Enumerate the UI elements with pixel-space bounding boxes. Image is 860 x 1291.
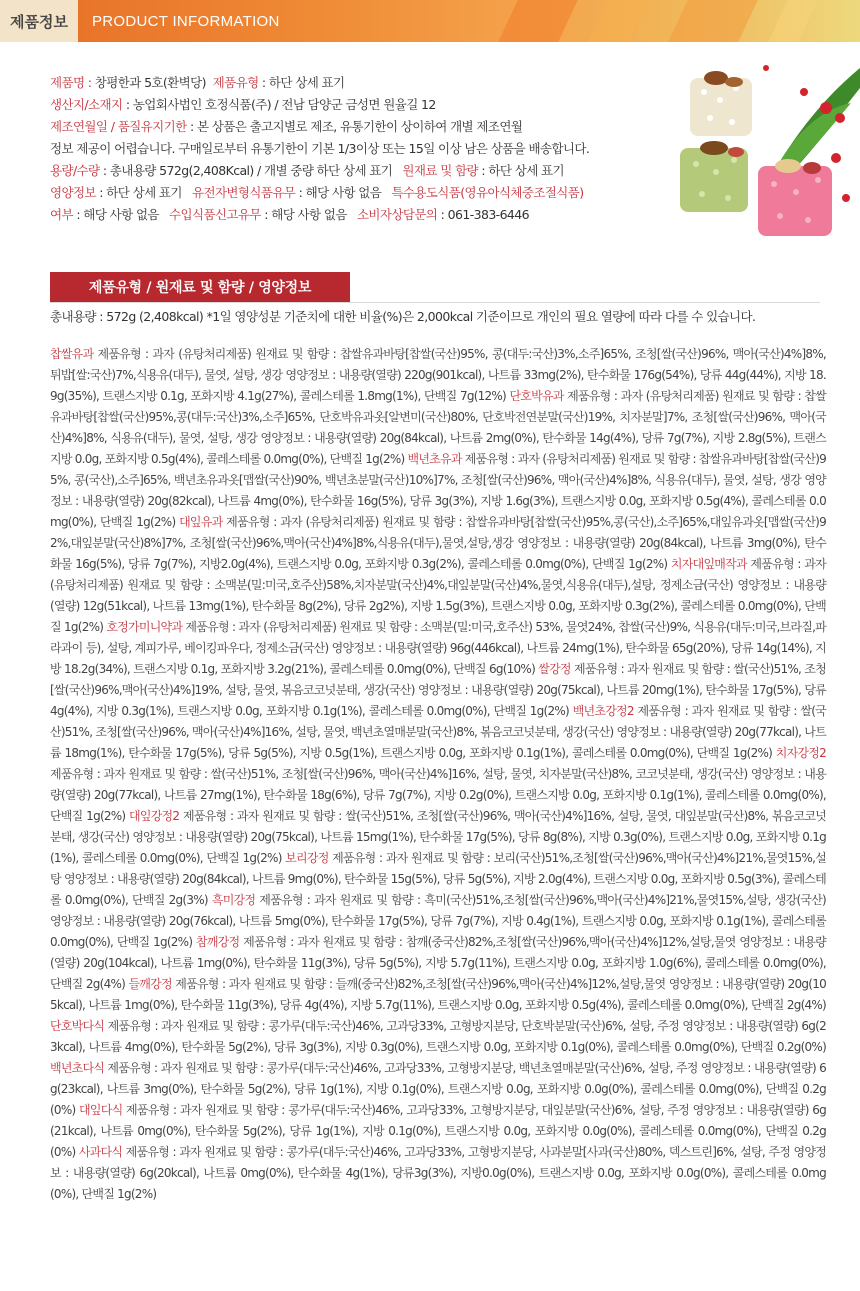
product-item-name: 흑미강정	[211, 893, 256, 907]
product-item-name: 단호박유과	[509, 389, 564, 403]
header-stripe-decoration	[668, 0, 758, 42]
nutrition-label: 영양정보	[50, 185, 96, 200]
info-row-volume	[50, 160, 690, 182]
ingredients-label: 원재료 및 함량	[402, 163, 479, 178]
product-item-name: 백년초다식	[50, 1061, 105, 1075]
special-label: 특수용도식품(영유아식체중조절식품)	[391, 185, 584, 200]
product-item-name: 백년초유과	[407, 452, 462, 466]
date-label: 제조연월일 / 품질유지기한	[50, 119, 187, 134]
product-item-text: 제품유형 : 과자 원재료 및 함량 : 쌀(국산)51%, 조청[쌀(국산)96%, 맥아(국산)4%]16%, 설탕, 물엿, 치자분말(국산)8%, 코코넛분태, 생강(국산) 영양정보 : 내용량(열량) 20g(77kcal), 나트륨 27mg(1%), 탄수화물 18g(6%), 당류 7g(7%), 지방 0.2g(0%), 트랜스지방 0.0g, 포화지방 0.1g(1%), 콜레스테롤 0.0mg(0%), 단백질 1g(2%)	[50, 767, 826, 823]
product-item-text: 제품유형 : 과자 (유탕처리제품) 원재료 및 함량 : 찹쌀유과바탕[찹쌀(국산)95%, 콩(대두:국산)3%,소주]65%, 조청[쌀(국산)96%, 맥아(국산)4%]8%, 튀밥[쌀:국산)7%,식용유(대두), 물엿, 설탕, 생강 영양정보 : 내용량(열량) 220g(901kcal), 나트륨 33mg(2%), 탄수화물 176g(54%), 당류 44g(44%), 지방 18.9g(35%), 트랜스지방 0.1g, 포화지방 4.1g(27%), 콜레스테롤 1.8mg(1%), 단백질 7g(12%)	[50, 347, 826, 403]
product-item-text: 제품유형 : 과자 원재료 및 함량 : 보리(국산)51%,조청[쌀(국산)96%,맥아(국산)4%]21%,물엿15%,설탕 영양정보 : 내용량(열량) 20g(84kcal), 나트륨 9mg(0%), 탄수화물 15g(5%), 당류 5g(5%), 지방 2.0g(4%), 트랜스지방 0.0g, 포화지방 0.5g(3%), 콜레스테롤 0.0mg(0%), 단백질 2g(3%)	[50, 851, 826, 907]
rice-cake-green	[680, 141, 748, 212]
product-item-text: 제품유형 : 과자 원재료 및 함량 : 들깨(중국산)82%,조청[쌀(국산)96%,맥아(국산)4%]12%,설탕,물엿 영양정보 : 내용량(열량) 20g(105kcal), 나트륨 1mg(0%), 탄수화물 11g(3%), 당류 4g(4%), 지방 5.7g(11%), 트랜스지방 0.0g, 포화지방 0.5g(4%), 콜레스테롤 0.0mg(0%), 단백질 2g(4%)	[50, 977, 826, 1012]
product-item-text: 제품유형 : 과자 원재료 및 함량 : 콩가루(대두:국산)46%, 고과당33%, 고형방지분당, 백년초열매분말(국산)6%, 설탕, 주정 영양정보 : 내용량(열량) 6g(23kcal), 나트륨 3mg(0%), 탄수화물 5g(2%), 당류 1g(1%), 지방 0.1g(0%), 트랜스지방 0.0g, 포화지방 0.0g(0%), 콜레스테롤 0.0mg(0%), 단백질 0.2g(0%)	[50, 1061, 826, 1117]
product-item-text: 제품유형 : 과자 (유탕처리제품) 원재료 및 함량 : 찹쌀유과바탕[찹쌀(국산)95%, 콩(국산),소주]65%, 백년초유과옷[맵쌀(국산)90%, 백년초분말(국산)10%]7%, 조청[쌀(국산)96%, 맥아(국산)4%]8%, 식용유(대두), 물엿, 설탕, 생강 영양정보 : 내용량(열량) 20g(82kcal), 나트륨 4mg(0%), 탄수화물 16g(5%), 당류 3g(3%), 지방 1.6g(3%), 트랜스지방 0.0g, 포화지방 0.5g(4%), 콜레스테롤 0.0mg(0%), 단백질 1g(2%)	[50, 452, 827, 529]
date-value-1: : 본 상품은 출고지별로 제조, 유통기한이 상이하여 개별 제조연월	[186, 119, 523, 134]
product-details	[50, 344, 826, 1205]
gmo-value: : 해당 사항 없음	[295, 185, 382, 200]
nutrition-value: : 하단 상세 표기	[95, 185, 182, 200]
header-title-en: PRODUCT INFORMATION	[92, 12, 280, 30]
header-stripe-decoration	[498, 0, 578, 42]
product-item-text: 제품유형 : 과자 원재료 및 함량 : 쌀(국산)51%, 조청[쌀(국산)96%, 맥아(국산)4%]16%, 설탕, 물엿, 백년초열매분말(국산)8%, 볶음코코넛분태, 생강(국산) 영양정보 : 내용량(열량) 20g(77kcal), 나트륨 18mg(1%), 탄수화물 17g(5%), 당류 5g(5%), 지방 0.5g(1%), 트랜스지방 0.0g, 포화지방 0.1g(1%), 콜레스테롤 0.0mg(0%), 단백질 1g(2%)	[50, 704, 827, 760]
info-row-name	[50, 72, 690, 94]
product-item-name: 사과다식	[78, 1145, 123, 1159]
header-stripe-decoration	[768, 0, 818, 42]
origin-value: : 농업회사법인 호정식품(주) / 전남 담양군 금성면 원율길 12	[122, 97, 436, 112]
product-item-text: 제품유형 : 과자 원재료 및 함량 : 쌀(국산)51%, 조청[쌀(국산)96%,맥아(국산)4%]19%, 설탕, 물엿, 볶음코코넛분태, 생강(국산) 영양정보 : 내용량(열량) 20g(75kcal), 나트륨 20mg(1%), 탄수화물 17g(5%), 당류 4g(4%), 지방 0.3g(1%), 트랜스지방 0.0g, 포화지방 0.1g(1%), 콜레스테롤 0.0mg(0%), 단백질 1g(2%)	[50, 662, 826, 718]
product-name-value: 창평한과 5호(환벽당)	[94, 75, 206, 90]
product-item-text: 제품유형 : 과자 원재료 및 함량 : 콩가루(대두:국산)46%, 고과당33%, 고형방지분당, 단호박분말(국산)6%, 설탕, 주정 영양정보 : 내용량(열량) 6g(23kcal), 나트륨 4mg(0%), 탄수화물 5g(2%), 당류 3g(3%), 지방 0.3g(0%), 트랜스지방 0.0g, 포화지방 0.1g(0%), 콜레스테롤 0.0mg(0%), 단백질 0.2g(0%)	[50, 1019, 826, 1054]
product-item-name: 보리강정	[285, 851, 329, 865]
product-type-label: 제품유형	[212, 75, 259, 90]
product-item-text: 제품유형 : 과자 원재료 및 함량 : 참깨(중국산)82%,조청[쌀(국산)96%,맥아(국산)4%]12%,설탕,물엿 영양정보 : 내용량(열량) 20g(104kcal), 나트륨 1mg(0%), 탄수화물 11g(3%), 당류 5g(5%), 지방 5.7g(11%), 트랜스지방 0.0g, 포화지방 1.0g(6%), 콜레스테롤 0.0mg(0%), 단백질 2g(4%)	[50, 935, 826, 991]
page-header	[0, 0, 860, 42]
product-item-name: 대잎다식	[79, 1103, 123, 1117]
product-item-name: 대잎유과	[179, 515, 223, 529]
product-item-text: 제품유형 : 과자 (유탕처리제품) 원재료 및 함량 : 찹쌀유과바탕[찹쌀(국산)95%,콩(국산),소주]65%,대잎유과옷[맵쌀(국산)92%,대잎분말(국산)8%]7%, 조청[쌀(국산)96%,맥아(국산)4%]8%,식용유(대두),물엿,설탕,생강 영양정보 : 내용량(열량) 20g(84kcal), 나트륨 3mg(0%), 탄수화물 16g(5%), 당류 7g(7%), 지방2.0g(4%), 트랜스지방 0.0g, 포화지방 0.3g(2%), 콜레스테롤 0.0mg(0%), 단백질 1g(2%)	[50, 515, 826, 571]
info-row-nutrition	[50, 182, 690, 204]
product-item-text: 제품유형 : 과자 원재료 및 함량 : 흑미(국산)51%,조청[쌀(국산)96%,맥아(국산)4%]21%,물엿15%,설탕, 생강(국산) 영양정보 : 내용량(열량) 20g(76kcal), 나트륨 5mg(0%), 탄수화물 17g(5%), 당류 7g(7%), 지방 0.4g(1%), 트랜스지방 0.0g, 포화지방 0.1g(1%), 콜레스테롤 0.0mg(0%), 단백질 1g(2%)	[50, 893, 826, 949]
product-item-name: 치자강정2	[775, 746, 826, 760]
import-label: 수입식품신고유무	[169, 207, 261, 222]
cs-value: : 061-383-6446	[437, 207, 529, 222]
product-item-text: 제품유형 : 과자 원재료 및 함량 : 콩가루(대두:국산)46%, 고과당33%, 고형방지분당, 사과분말[사과(국산)80%, 덱스트린]6%, 설탕, 주정 영양정보 : 내용량(열량) 6g(20kcal), 나트륨 0mg(0%), 탄수화물 4g(1%), 당류3g(3%), 지방0.0g(0%), 트랜스지방 0.0g, 포화지방 0.0g(0%), 콜레스테롤 0.0mg(0%), 단백질 1g(2%)	[50, 1145, 827, 1201]
product-item-name: 치자대잎매작과	[670, 557, 747, 571]
section-title: 제품유형 / 원재료 및 함량 / 영양정보	[50, 272, 350, 302]
product-item-text: 제품유형 : 과자 원재료 및 함량 : 쌀(국산)51%, 조청[쌀(국산)96%, 맥아(국산)4%]16%, 설탕, 물엿, 대잎분말(국산)8%, 볶음코코넛분태, 생강(국산) 영양정보 : 내용량(열량) 20g(75kcal), 나트륨 15mg(1%), 탄수화물 17g(5%), 당류 8g(8%), 지방 0.3g(0%), 트랜스지방 0.0g, 포화지방 0.1g(1%), 콜레스테롤 0.0mg(0%), 단백질 1g(2%)	[50, 809, 827, 865]
origin-label: 생산지/소재지	[50, 97, 123, 112]
gmo-label: 유전자변형식품유무	[192, 185, 296, 200]
product-type-value: : 하단 상세 표기	[258, 75, 345, 90]
section-divider	[50, 302, 820, 303]
product-item-name: 찹쌀유과	[50, 347, 94, 361]
product-item-text: 제품유형 : 과자 (유탕처리제품) 원재료 및 함량 : 찹쌀유과바탕[찹쌀(국산)95%,콩(대두:국산)3%,소주]65%, 단호박유과옷[알변미(국산)80%, 단호박전연분말(국산)19%, 치자분말]7%, 조청[쌀(국산)96%, 맥아(국산)4%]8%, 식용유(대두), 물엿, 설탕, 생강 영양정보 : 내용량(열량) 20g(84kcal), 나트륨 2mg(0%), 탄수화물 14g(4%), 당류 7g(7%), 지방 2.8g(5%), 트랜스지방 0.0g, 포화지방 0.5g(4%), 콜레스테롤 0.0mg(0%), 단백질 1g(2%)	[50, 389, 826, 466]
product-item-name: 단호박다식	[50, 1019, 105, 1033]
rice-cake-pink	[758, 159, 832, 236]
import-value: : 해당 사항 없음	[260, 207, 347, 222]
product-item-name: 백년초강정2	[572, 704, 634, 718]
product-item-name: 들깨강정	[128, 977, 172, 991]
product-item-name: 호정가미니약과	[106, 620, 183, 634]
info-row-date-2	[50, 138, 690, 160]
product-name-label: 제품명 :	[50, 75, 95, 90]
info-row-special	[50, 204, 690, 226]
product-item-text: 제품유형 : 과자 원재료 및 함량 : 콩가루(대두:국산)46%, 고과당33%, 고형방지분당, 대잎분말(국산)6%, 설탕, 주정 영양정보 : 내용량(열량) 6g(21kcal), 나트륨 0mg(0%), 탄수화물 5g(2%), 당류 1g(1%), 지방 0.1g(0%), 트랜스지방 0.0g, 포화지방 0.0g(0%), 콜레스테롤 0.0mg(0%), 단백질 0.2g(0%)	[50, 1103, 827, 1159]
product-item-name: 대잎강정2	[129, 809, 180, 823]
info-row-date	[50, 116, 690, 138]
date-value-2: 정보 제공이 어렵습니다. 구매일로부터 유통기한이 기본 1/3이상 또는 15일 이상 남은 상품을 배송합니다.	[50, 141, 590, 156]
product-item-name: 참깨강정	[196, 935, 240, 949]
cs-label: 소비자상담문의	[356, 207, 438, 222]
header-stripe-decoration	[588, 0, 648, 42]
volume-label: 용량/수량	[50, 163, 100, 178]
special-value: : 해당 사항 없음	[72, 207, 159, 222]
special-prefix: 여부	[50, 207, 73, 222]
info-row-origin	[50, 94, 690, 116]
header-title-ko: 제품정보	[0, 0, 78, 42]
ingredients-value: : 하단 상세 표기	[478, 163, 564, 178]
total-volume-text: 총내용량 : 572g (2,408kcal) *1일 영양성분 기준치에 대한 비율(%)은 2,000kcal 기준이므로 개인의 필요 열량에 따라 다를 수 있습니다.	[50, 309, 756, 324]
volume-value: : 총내용량 572g(2,408Kcal) / 개별 중량 하단 상세 표기	[99, 163, 393, 178]
product-info	[50, 72, 690, 226]
product-image	[676, 48, 860, 258]
product-item-name: 쌀강정	[538, 662, 571, 676]
header-title-en-bar	[78, 0, 860, 42]
product-item-text: 제품유형 : 과자 (유탕처리제품) 원재료 및 함량 : 소맥분(밀:미국,호주산) 53%, 물엿24%, 찹쌀(국산)9%, 식용유(대두:미국,브라질,파라과이 등), 설탕, 계피가루, 베이킹파우다, 정제소금(국산) 영양정보 : 내용량(열량) 96g(446kcal), 나트륨 24mg(1%), 탄수화물 65g(20%), 당류 14g(14%), 지방 18.2g(34%), 트랜스지방 0.1g, 포화지방 3.2g(21%), 콜레스테롤 0.0mg(0%), 단백질 6g(10%)	[50, 620, 826, 676]
product-item-text: 제품유형 : 과자 (유탕처리제품) 원재료 및 함량 : 소맥분(밀:미국,호주산)58%,치자분말(국산)4%,대잎분말(국산)4%,물엿,식용유(대두),설탕, 정제소금(국산) 영양정보 : 내용량(열량) 12g(51kcal), 나트륨 13mg(1%), 탄수화물 8g(2%), 당류 2g2%), 지방 1.5g(3%), 트랜스지방 0.0g, 포화지방 0.3g(2%), 콜레스테롤 0.0mg(0%), 단백질 1g(2%)	[50, 557, 826, 634]
rice-cake-white	[690, 71, 752, 136]
